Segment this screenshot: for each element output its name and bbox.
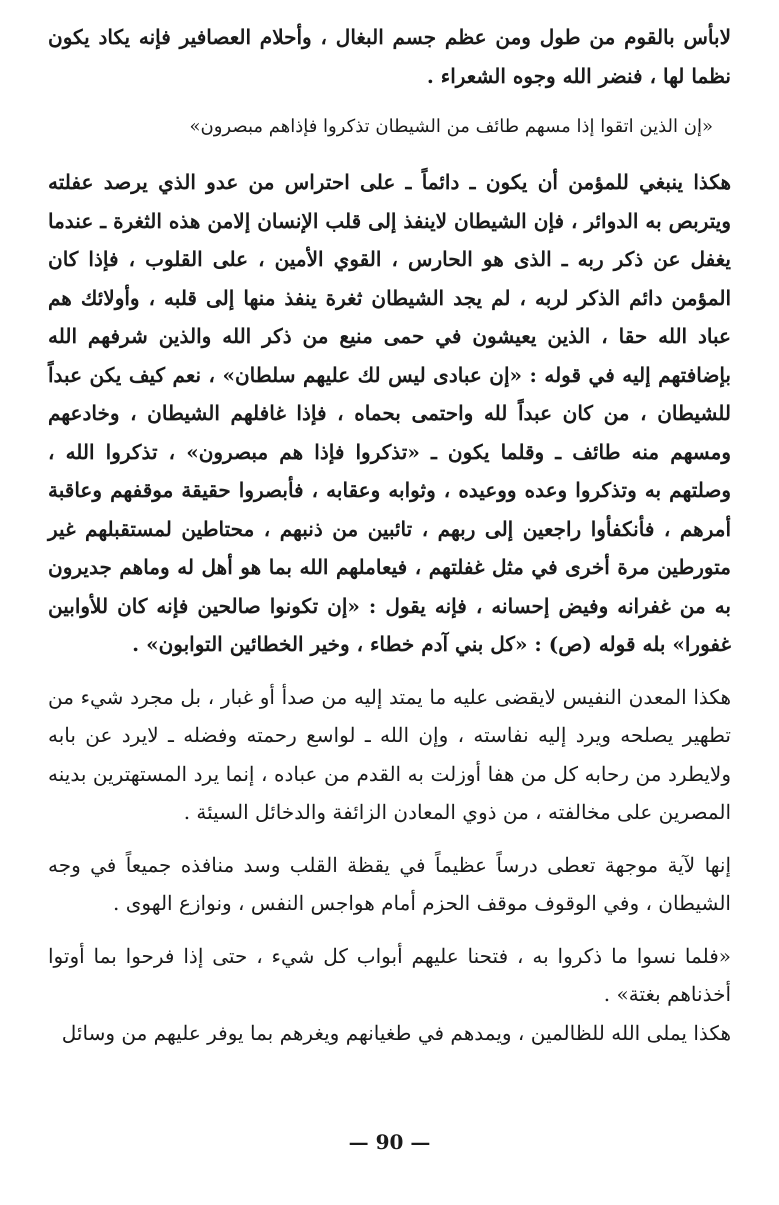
page-number: — 90 —: [348, 1130, 431, 1154]
paragraph-lesson: إنها لآية موجهة تعطى درساً عظيماً في يقظة القلب وسد منافذه جميعاً في وجه الشيطان ، وفي الوقوف موقف الحزم أمام هواجس النفس ، ونوازع الهوى .: [48, 852, 731, 915]
quran-verse-quote-2: «فلما نسوا ما ذكروا به ، فتحنا عليهم أبواب كل شيء ، حتى إذا فرحوا بما أوتوا أخذناهم بغتة» .: [48, 943, 731, 1006]
paragraph-precious-metal: هكذا المعدن النفيس لايقضى عليه ما يمتد إليه من صدأ أو غبار ، بل مجرد شيء من تطهير يصلحه ويرد إليه نفاسته ، وإن الله ـ لواسع رحمته وفضله ـ لايرد عن بابه ولايطرد من رحابه كل من هفا أوزلت به القدم من عباده ، إنما يرد المستهترين بدينه المصرين على مخالفته ، من ذوي المعادن الزائفة والدخائل السيئة .: [48, 684, 731, 824]
paragraph-closing: هكذا يملى الله للظالمين ، ويمدهم في طغيانهم ويغرهم بما يوفر عليهم من وسائل: [61, 1020, 731, 1045]
poem-verse: لابأس بالقوم من طول ومن عظم جسم البغال ، وأحلام العصافير فإنه يكاد يكون نظما لها ، فنضر الله وجوه الشعراء .: [48, 25, 731, 88]
paragraph-mindfulness: هكذا ينبغي للمؤمن أن يكون ـ دائماً ـ على احتراس من عدو الذي يرصد عفلته ويتربص به الدوائر ، فإن الشيطان لاينفذ إلى قلب الإنسان إلامن هذه الثغرة ـ عندما يغفل عن ذكر ربه ـ الذى هو الحارس ، القوي الأمين ، على القلوب ، فإذا كان المؤمن دائم الذكر لربه ، لم يجد الشيطان ثغرة ينفذ منها إلى قلبه ، وأولائك هم عباد الله حقا ، الذين يعيشون في حمى منيع من ذكر الله والذين شرفهم الله بإضافتهم إليه في قوله : «إن عبادى ليس لك عليهم سلطان» ، نعم كيف يكن عبداً للشيطان ، من كان عبداً لله واحتمى بحماه ، فإذا غافلهم الشيطان ، وخادعهم ومسهم منه طائف ـ وقلما يكون ـ «تذكروا فإذا هم مبصرون» ، تذكروا الله ، وصلتهم به وتذكروا وعده ووعيده ، وثوابه وعقابه ، فأبصروا حقيقة موقفهم وعاقبة أمرهم ، فأنكفأوا راجعين إلى ربهم ، تائبين من ذنبهم ، محتاطين لمستقبلهم غير متورطين مرة أخرى في مثل غفلتهم ، فيعاملهم الله بما هو أهل له وماهم جديرون به من غفرانه وفيض إحسانه ، فإنه يقول : «إن تكونوا صالحين فإنه كان للأوابين غفورا» بله قوله (ص) : «كل بني آدم خطاء ، وخير الخطائين التوابون» .: [48, 170, 731, 656]
quran-verse-quote: «إن الذين اتقوا إذا مسهم طائف من الشيطان تذكروا فإذاهم مبصرون»: [189, 116, 713, 137]
